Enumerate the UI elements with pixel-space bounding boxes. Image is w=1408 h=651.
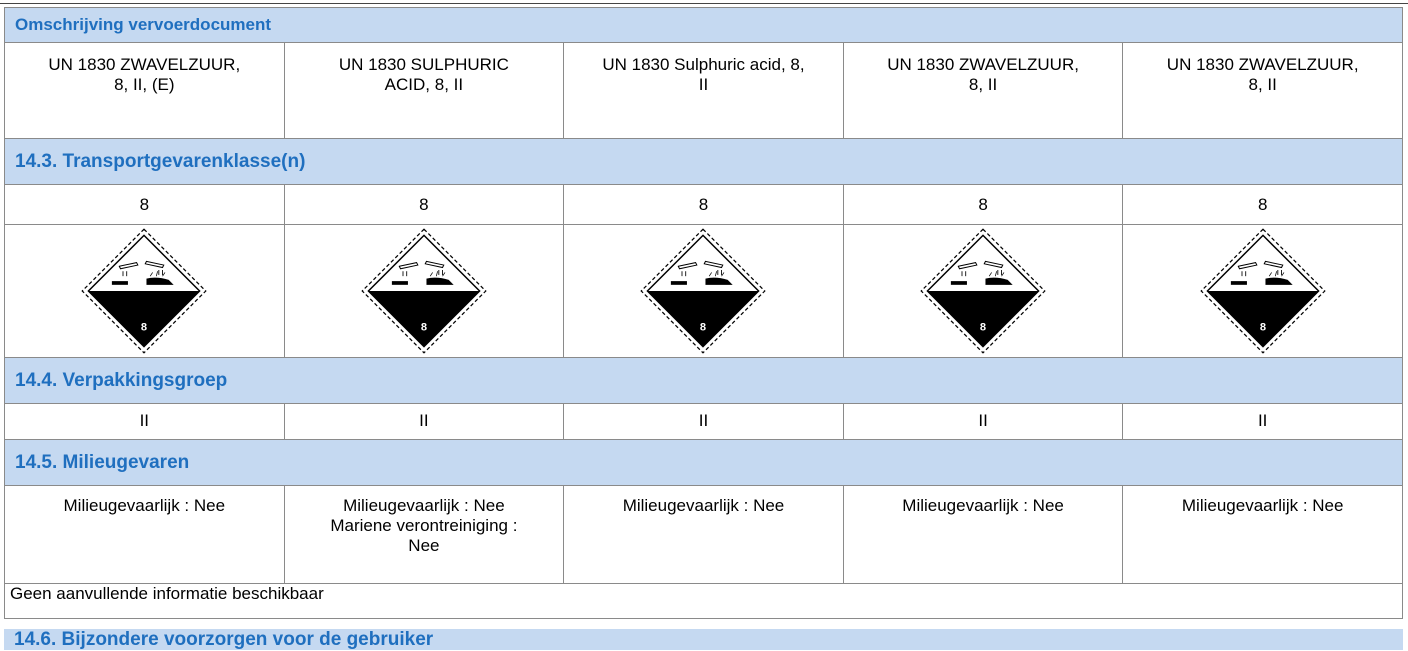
section-title: Omschrijving vervoerdocument bbox=[15, 15, 272, 34]
hazard-class-row bbox=[5, 185, 1403, 225]
description-cell: UN 1830 Sulphuric acid, 8, II bbox=[564, 43, 844, 139]
packing-group-cell: II bbox=[843, 404, 1123, 440]
svg-text:8: 8 bbox=[700, 321, 707, 334]
svg-text:8: 8 bbox=[420, 321, 427, 334]
pictogram-cell bbox=[5, 225, 285, 358]
description-cell: UN 1830 SULPHURIC ACID, 8, II bbox=[284, 43, 564, 139]
note-cell bbox=[5, 584, 1403, 619]
section-title: 14.5. Milieugevaren bbox=[15, 451, 190, 473]
description-row bbox=[5, 43, 1403, 139]
section-header-hazard-class bbox=[5, 139, 1403, 185]
section-header-packing-group bbox=[5, 358, 1403, 404]
transport-info-table bbox=[4, 7, 1403, 619]
hazard-class-cell: 8 bbox=[284, 185, 564, 225]
packing-group-cell: II bbox=[564, 404, 844, 440]
hazard-class-cell: 8 bbox=[5, 185, 285, 225]
description-cell: UN 1830 ZWAVELZUUR, 8, II, (E) bbox=[5, 43, 285, 139]
corrosive-hazard-label-icon bbox=[81, 228, 207, 354]
corrosive-hazard-label-icon bbox=[640, 228, 766, 354]
hazard-class-cell: 8 bbox=[1123, 185, 1403, 225]
section-header-environment bbox=[5, 440, 1403, 486]
section-header-description bbox=[5, 8, 1403, 43]
top-rule bbox=[0, 3, 1408, 4]
svg-text:8: 8 bbox=[1259, 321, 1266, 334]
section-title: 14.6. Bijzondere voorzorgen voor de gebruiker bbox=[14, 629, 434, 650]
environment-cell: Milieugevaarlijk : Nee bbox=[5, 486, 285, 584]
packing-group-cell: II bbox=[284, 404, 564, 440]
packing-group-cell: II bbox=[5, 404, 285, 440]
pictogram-cell bbox=[1123, 225, 1403, 358]
section-title: 14.3. Transportgevarenklasse(n) bbox=[15, 150, 306, 172]
environment-cell: Milieugevaarlijk : Nee Mariene verontreiniging : Nee bbox=[284, 486, 564, 584]
hazard-class-cell: 8 bbox=[843, 185, 1123, 225]
corrosive-hazard-label-icon bbox=[920, 228, 1046, 354]
note-row bbox=[5, 584, 1403, 619]
pictogram-cell bbox=[284, 225, 564, 358]
pictogram-cell bbox=[843, 225, 1123, 358]
section-title: 14.4. Verpakkingsgroep bbox=[15, 369, 228, 391]
environment-cell: Milieugevaarlijk : Nee bbox=[843, 486, 1123, 584]
section-header-precautions bbox=[4, 629, 1403, 650]
svg-text:8: 8 bbox=[979, 321, 987, 334]
packing-group-cell: II bbox=[1123, 404, 1403, 440]
hazard-class-cell: 8 bbox=[564, 185, 844, 225]
corrosive-hazard-label-icon bbox=[361, 228, 487, 354]
corrosive-hazard-label-icon bbox=[1200, 228, 1326, 354]
pictogram-row bbox=[5, 225, 1403, 358]
environment-cell: Milieugevaarlijk : Nee bbox=[564, 486, 844, 584]
environment-cell: Milieugevaarlijk : Nee bbox=[1123, 486, 1403, 584]
pictogram-cell bbox=[564, 225, 844, 358]
svg-text:8: 8 bbox=[141, 321, 148, 334]
description-cell: UN 1830 ZWAVELZUUR, 8, II bbox=[843, 43, 1123, 139]
description-cell: UN 1830 ZWAVELZUUR, 8, II bbox=[1123, 43, 1403, 139]
environment-row bbox=[5, 486, 1403, 584]
note-text: Geen aanvullende informatie beschikbaar bbox=[10, 584, 324, 603]
packing-group-row bbox=[5, 404, 1403, 440]
